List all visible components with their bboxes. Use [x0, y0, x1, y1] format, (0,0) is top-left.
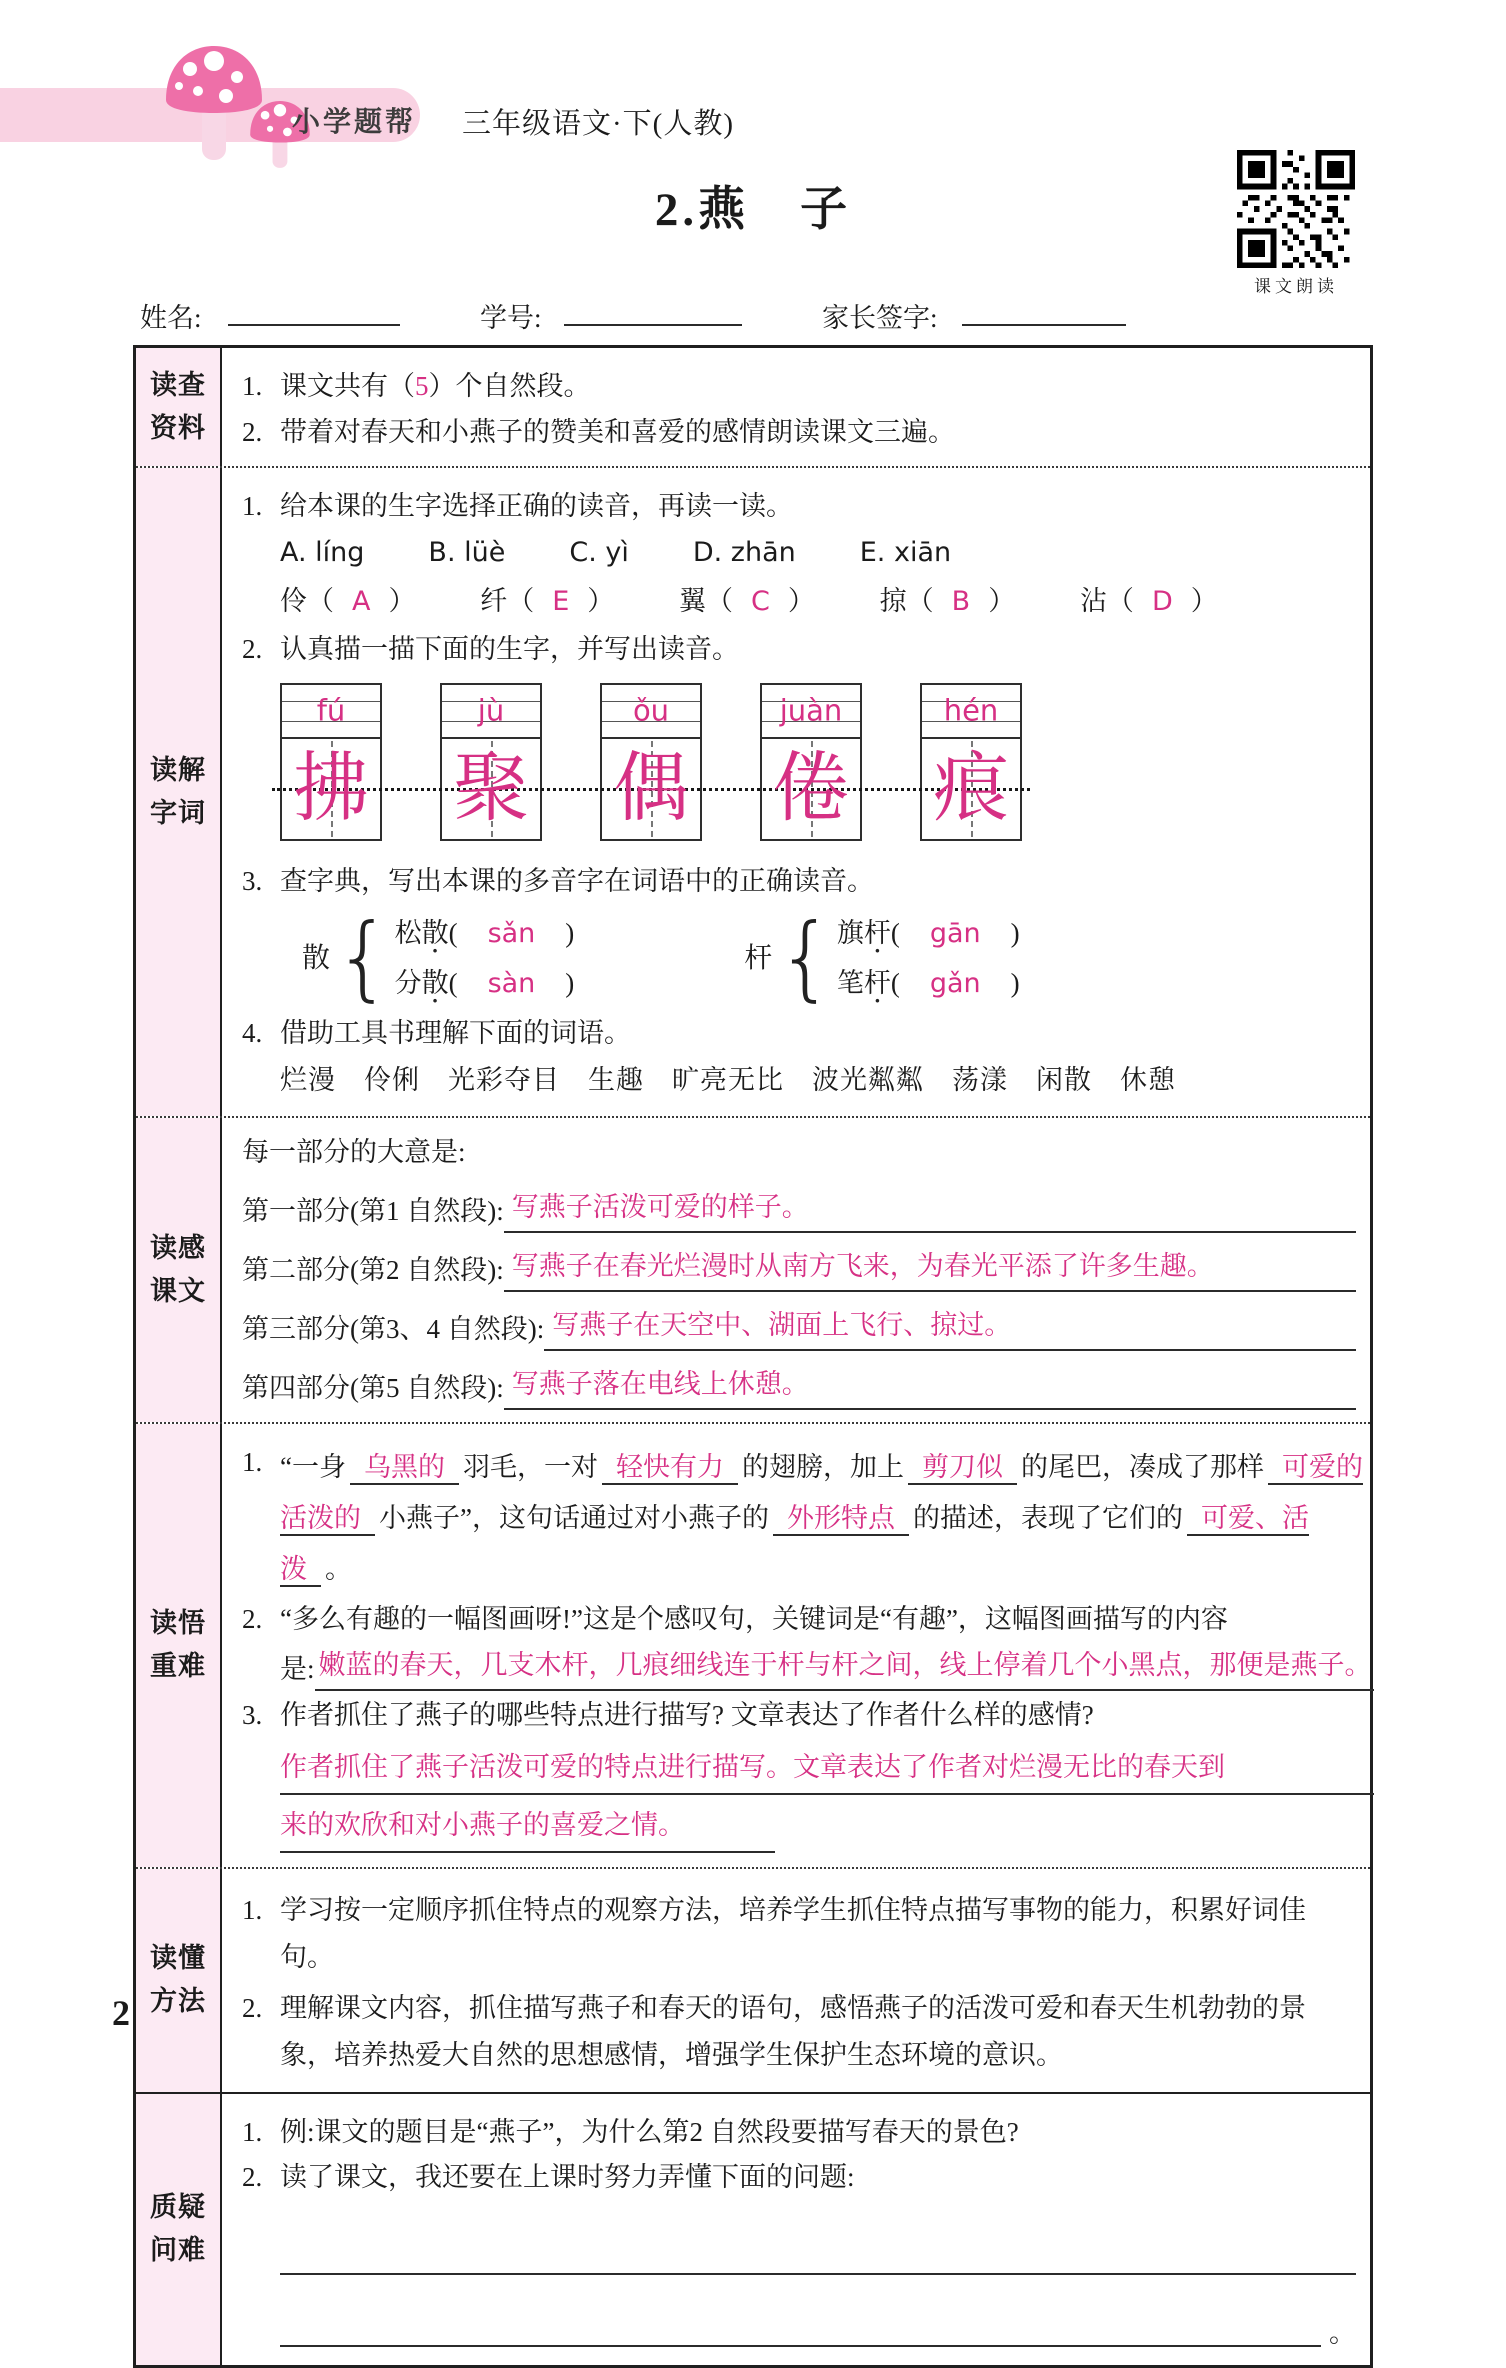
part-summary: 第三部分(第3、4 自然段): 写燕子在天空中、湖面上飞行、掠过。: [242, 1305, 1356, 1351]
part-summary: 第四部分(第5 自然段): 写燕子落在电线上休憩。: [242, 1364, 1356, 1410]
page-title: 2.燕 子: [654, 184, 852, 236]
question-blank-line: [280, 2233, 1356, 2275]
part-summary: 第一部分(第1 自然段): 写燕子活泼可爱的样子。: [242, 1187, 1356, 1233]
feeling-answer-line1: 作者抓住了燕子活泼可爱的特点进行描写。文章表达了作者对烂漫无比的春天到: [280, 1747, 1374, 1795]
name-label: 姓名:: [140, 303, 202, 333]
pronunciation-answers: 伶（ A ） 纤（ E ） 翼（ C ） 掠（ B ） 沾（ D ）: [280, 586, 1218, 618]
part-answer: 写燕子活泼可爱的样子。: [504, 1187, 1356, 1233]
row-questions: [136, 2094, 1370, 2366]
fill-blank: 剪刀似: [908, 1452, 1017, 1485]
row-preview-material: [136, 348, 1370, 468]
fill-blank: 外形特点: [773, 1503, 909, 1536]
practice-box: fú 拂: [280, 683, 382, 841]
part-summary: 第二部分(第2 自然段): 写燕子在春光烂漫时从南方飞来，为春光平添了许多生趣。: [242, 1246, 1356, 1292]
fill-blank: 乌黑的: [350, 1452, 459, 1485]
item-method-2: 2. 理解课文内容，抓住描写燕子和春天的语句，感悟燕子的活泼可爱和春天生机勃勃的景象，培养热爱大自然的思想感情，增强学生保护生态环境的意识。: [242, 1993, 1306, 2071]
worksheet-table: [133, 345, 1373, 2368]
polyphone-group: 散 { 松散( sǎn ) 分散( sàn ): [302, 904, 575, 1012]
course-label: 三年级语文·下(人教): [462, 108, 734, 140]
row-label-questions: 质疑 问难: [136, 2094, 222, 2366]
student-id-label: 学号:: [480, 303, 542, 333]
item-trace-characters: 2. 认真描一描下面的生字，并写出读音。: [242, 634, 739, 665]
answer-paragraph-count: 5: [415, 371, 429, 401]
item-read-aloud: 2. 带着对春天和小燕子的赞美和喜爱的感情朗读课文三遍。: [242, 416, 955, 447]
name-blank: [228, 296, 400, 326]
parts-intro: 每一部分的大意是:: [242, 1137, 466, 1168]
row-label-words: 读解 字词: [136, 468, 222, 1117]
fill-blank: 轻快有力: [602, 1452, 738, 1485]
practice-box: hén 痕: [920, 683, 1022, 841]
practice-box: jù 聚: [440, 683, 542, 841]
polyphone-group: 杆 { 旗杆( gān ) 笔杆( gǎn ): [744, 904, 1020, 1012]
row-label-preview-material: 读查 资料: [136, 348, 222, 466]
row-text-feel: [136, 1118, 1370, 1423]
item-own-question: 2. 读了课文，我还要在上课时努力弄懂下面的问题:: [242, 2162, 855, 2193]
row-words: [136, 468, 1370, 1119]
polyphone-groups: [302, 904, 1356, 1012]
student-id-blank: [564, 296, 742, 326]
qr-code-icon: [1237, 150, 1355, 268]
item-choose-pronunciation: 1. 给本课的生字选择正确的读音，再读一读。: [242, 490, 793, 521]
item-fill-blanks: 1. “一身 乌黑的 羽毛，一对 轻快有力 的翅膀，加上 剪刀似 的尾巴，凑成了那样 可爱的活泼的 小燕子”，这句话通过对小燕子的 外形特点 的描述，表现了它们的 可爱、活泼 。: [242, 1442, 1374, 1596]
item-polyphones: 3. 查字典，写出本课的多音字在词语中的正确读音。: [242, 866, 874, 897]
part-answer: 写燕子在天空中、湖面上飞行、掠过。: [544, 1305, 1356, 1351]
signature-blank: [962, 296, 1126, 326]
practice-box: ǒu 偶: [600, 683, 702, 841]
pronunciation-options: A. líng B. lüè C. yì D. zhān E. xiān: [280, 536, 952, 568]
item-paragraph-count: 1. 课文共有（5）个自然段。: [242, 371, 591, 401]
word-list: 烂漫 伶俐 光彩夺目 生趣 旷亮无比 波光粼粼 荡漾 闲散 休憩: [280, 1065, 1176, 1096]
item-author-feeling: 3. 作者抓住了燕子的哪些特点进行描写? 文章表达了作者什么样的感情?: [242, 1700, 1094, 1731]
brand-badge: 小学题帮: [292, 106, 417, 137]
item-example-question: 1. 例:课文的题目是“燕子”，为什么第2 自然段要描写春天的景色?: [242, 2116, 1019, 2147]
row-label-method: 读懂 方法: [136, 1869, 222, 2092]
row-label-key-points: 读悟 重难: [136, 1424, 222, 1867]
row-key-points: [136, 1424, 1370, 1869]
fill-blank: 可爱的活泼的: [280, 1452, 1363, 1536]
exclamation-answer: 嫩蓝的春天，几支木杆，几痕细线连于杆与杆之间，线上停着几个小黑点，那便是燕子。: [315, 1645, 1374, 1691]
practice-box: juàn 倦: [760, 683, 862, 841]
fill-blank: 可爱、活泼: [280, 1503, 1309, 1587]
student-info-row: [140, 296, 1380, 332]
feeling-answer-line2: 来的欢欣和对小燕子的喜爱之情。: [280, 1805, 775, 1853]
part-answer: 写燕子在春光烂漫时从南方飞来，为春光平添了许多生趣。: [504, 1246, 1356, 1292]
page-number: 2: [112, 1993, 130, 2033]
item-method-1: 1. 学习按一定顺序抓住特点的观察方法，培养学生抓住特点描写事物的能力，积累好词佳句。: [242, 1894, 1306, 1972]
signature-label: 家长签字:: [822, 303, 938, 333]
item-understand-words: 4. 借助工具书理解下面的词语。: [242, 1017, 631, 1048]
character-practice-boxes: [280, 683, 1022, 841]
qr-label: 课文朗读: [1254, 277, 1338, 296]
row-method: [136, 1869, 1370, 2094]
part-answer: 写燕子落在电线上休憩。: [504, 1364, 1356, 1410]
item-exclamation: 2. “多么有趣的一幅图画呀!”这是个感叹句，关键词是“有趣”，这幅图画描写的内容 是: 嫩蓝的春天，几支木杆，几痕细线连于杆与杆之间，线上停着几个小黑点，那便是燕子。: [242, 1599, 1374, 1691]
row-label-text-feel: 读感 课文: [136, 1118, 222, 1421]
question-blank-line: 。: [280, 2305, 1356, 2347]
